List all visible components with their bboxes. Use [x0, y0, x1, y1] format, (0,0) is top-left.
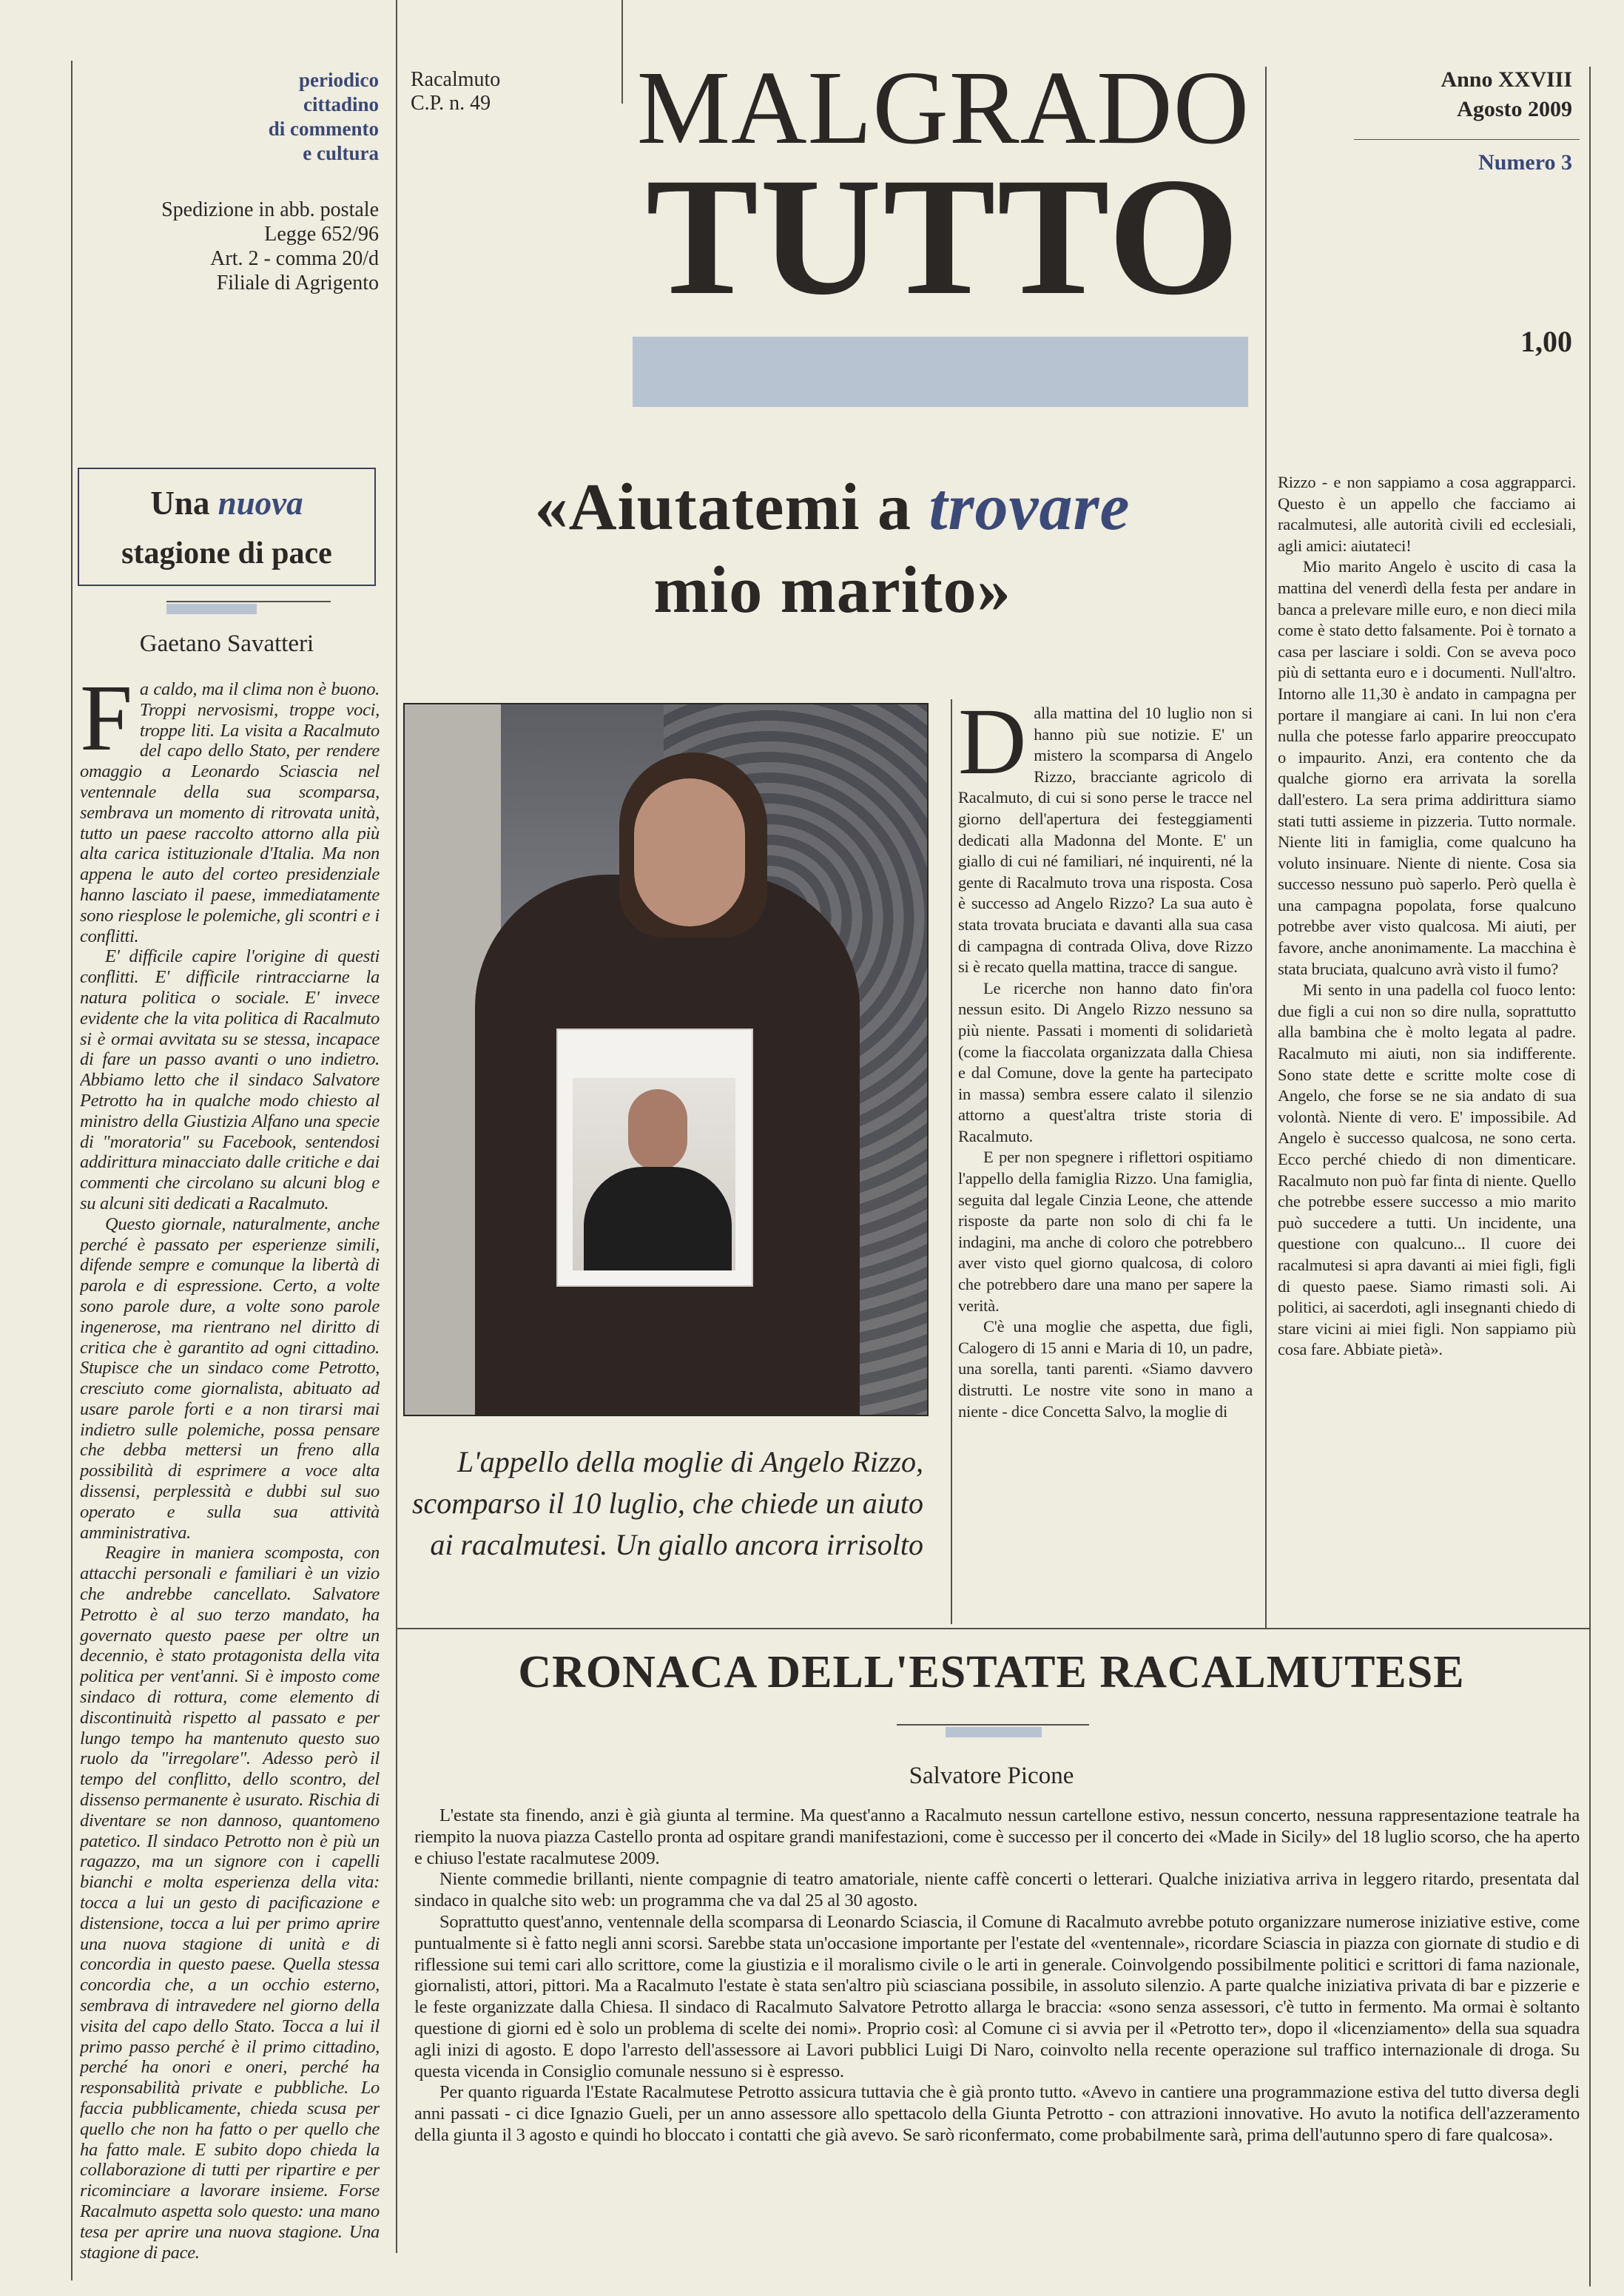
- portrait-face: [628, 1089, 687, 1171]
- editorial-author: Gaetano Savatteri: [139, 630, 314, 657]
- photo-woman-face: [634, 778, 745, 926]
- portrait-jacket: [584, 1167, 732, 1270]
- editorial-title-box: Una nuova stagione di pace: [78, 468, 376, 586]
- editorial-body: Fa caldo, ma il clima non è buono. Troppi nervosismi, troppe voci, troppe liti. La visita a Racalmuto del capo dello Stato, per rendere omaggio a Leonardo Sciascia nel ventennale della sua scomparsa, sembrava un momento di ritrovata unità, tutto un paese raccolto attorno alla più alta carica istituzionale d'Italia. Ma non appena le auto del corteo presidenziale hanno lasciato il paese, immediatamente sono riesplose le polemiche, gli scontri e i conflitti. E' difficile capire l'origine di questi conflitti. E' difficile rintracciarne la natura politica o sociale. E' invece evidente che la vita politica di Racalmuto si è ormai avvitata su se stessa, incapace di fare un passo avanti o uno indietro. Abbiamo letto che il sindaco Salvatore Petrotto ha in qualche modo chiesto al ministro della Giustizia Alfano una specie di "moratoria" su Facebook, sentendosi addirittura minacciato dalle critiche e dai commenti che circolano su alcuni blog e su alcuni siti dedicati a Racalmuto. Questo giornale, naturalmente, anche perché è passato per esperienze simili, difende sempre e comunque la libertà di parola e di espressione. Certo, a volte sono parole dure, a volte sono parole ingenerose, ma rientrano nel diritto di critica che è garantito ad ogni cittadino. Stupisce che un sindaco come Petrotto, cresciuto come giornalista, abituato ad usare parole forti e a non tirarsi mai indietro sulle polemiche, possa pensare che debba mettersi un freno alla possibilità di esprimere a voce alta dissensi, perplessità e dubbi sul suo operato e sulla sua attività amministrativa. Reagire in maniera scomposta, con attacchi personali e familiari è un vizio che andrebbe cancellato. Salvatore Petrotto è al suo terzo mandato, ha governato questo paese per oltre un decennio, è stato protagonista della vita politica per vent'anni. Si è imposto come sindaco di rottura, come elemento di discontinuità rispetto al passato e per lungo tempo ha mantenuto questo suo ruolo da "irregolare". Adesso però il tempo del conflitto, dello scontro, del dissenso permanente è usurato. Rischia di diventare se non dannoso, quantomeno patetico. Il sindaco Petrotto non è più un ragazzo, ma un signore con i capelli bianchi e molta esperienza della vita: tocca a lui un gesto di pacificazione e distensione, tocca a lui per primo aprire una nuova stagione di unità e di concordia in questo paese. Quella stessa concordia che, a un occhio esterno, sembrava di intravedere nel giorno della visita del capo dello Stato. Tocca a lui il primo passo perché è il primo cittadino, perché ha onori e oneri, perché ha responsabilità private e pubbliche. Lo faccia pubblicamente, chieda scusa per quello che non ha fatto o per quello che ha fatto male. E subito dopo chieda la collaborazione di tutti per ripartire e per ricominciare a lavorare insieme. Forse Racalmuto aspetta solo questo: una mano tesa per aprire una nuova stagione. Una stagione di pace.: [80, 679, 380, 2263]
- editorial-rule: [166, 601, 331, 602]
- right-page-rule: [1589, 67, 1591, 2286]
- lead-article-col1: Dalla mattina del 10 luglio non si hanno più sue notizie. E' un mistero la scomparsa di Angelo Rizzo, bracciante agricolo di Racalmuto, di cui si sono perse le tracce nel giorno dell'apertura dei festeggiamenti dedicati alla Madonna del Monte. E' un giallo di cui né familiari, né inquirenti, né la gente di Racalmuto trova una risposta. Cosa è successo ad Angelo Rizzo? La sua auto è stata trovata bruciata e davanti alla sua casa di campagna di contrada Oliva, dove Rizzo si è recato quella mattina, tracce di sangue. Le ricerche non hanno dato fin'ora nessun esito. Di Angelo Rizzo nessuno sa più niente. Passati i momenti di solidarietà (come la fiaccolata organizzata dalla Chiesa e dal Comune, dove la gente ha partecipato in massa) sembra essere calato il silenzio attorno a quest'altra triste storia di Racalmuto. E per non spegnere i riflettori ospitiamo l'appello della famiglia Rizzo. Una famiglia, seguita dal legale Cinzia Leone, che attende risposte da parte non solo di chi fa le indagini, ma anche di coloro che potrebbero aver visto quel giorno qualcosa, di coloro che potrebbero dare una mano per sapere la verità. C'è una moglie che aspetta, due figli, Calogero di 15 anni e Maria di 10, un padre, una sorella, tanti parenti. «Siamo davvero distrutti. Le nostre vite sono in mano a niente - dice Concetta Salvo, la moglie di: [958, 703, 1253, 1421]
- issue-year: Anno XXVIII: [1441, 67, 1572, 92]
- left-column-rule: [396, 448, 397, 2253]
- masthead-tagline: periodico cittadino di commento e cultura: [268, 69, 379, 164]
- lead-caption: L'appello della moglie di Angelo Rizzo, scomparso il 10 luglio, che chiede un aiuto ai racalmutesi. Un giallo ancora irrisolto: [411, 1445, 923, 1561]
- masthead-divider-mid: [621, 0, 623, 104]
- cronaca-accent: [946, 1727, 1042, 1737]
- photo-held-portrait: [556, 1029, 753, 1287]
- lead-photo: [403, 703, 929, 1416]
- lead-article-col2: Rizzo - e non sappiamo a cosa aggrapparci. Questo è un appello che facciamo ai racalmutesi, alle autorità civili ed ecclesiali, agli amici: aiutateci! Mio marito Angelo è uscito di casa la mattina del venerdì della festa per andare in banca a prelevare mille euro, e non dieci mila come è stato detto falsamente. Poi è tornato a casa per lasciare i soldi. Con se aveva poco più di settanta euro e i documenti. Null'altro. Intorno alle 11,30 è andato in campagna per portare il mangiare ai cani. In lui non c'era nulla che potesse farlo apparire preoccupato o impaurito. Anzi, era contento che da qualche giorno era arrivata la sorella dall'estero. La sera prima addirittura siamo stati tutti assieme in pizzeria. Tutto normale. Niente liti in famiglia, come qualcuno ha voluto insinuare. Niente di niente. Cosa sia successo nessuno può saperlo. Però quella è una campagna popolata, forse qualcuno potrebbe aver visto qualcosa. Mi aiuti, per favore, anche anonimamente. La macchina è stata bruciata, qualcuno avrà visto il fumo? Mi sento in una padella col fuoco lento: due figli a cui non so dire nulla, soprattutto alla bambina che è molto legata al padre. Racalmuto mi aiuti, non sia indifferente. Sono state dette e scritte molte cose di Angelo, che forse se ne sia andato di sua volontà. Niente di vero. E' impossibile. Ad Angelo è successo qualcosa, ne sono certa. Ecco perché chiedo di non dimenticare. Racalmuto non può far finta di niente. Quello che potrebbe essere successo a mio marito può succedere a tutti. Un incidente, una questione con qualcuno... Il cuore dei racalmutesi si apra davanti ai miei figli, figli di questo paese. Siamo rimasti soli. Ai politici, ai sacerdoti, agli insegnanti chiedo di stare vicini ai miei figli. Non sappiamo più cosa fare. Abbiate pietà».: [1278, 473, 1576, 1359]
- left-page-rule: [71, 61, 73, 2280]
- masthead-title-line1: MALGRADO: [636, 49, 1250, 166]
- issue-info: [1317, 65, 1572, 124]
- lead-headline: «Aiutatemi a trovare mio marito»: [534, 471, 1131, 627]
- postal-info: Spedizione in abb. postale Legge 652/96 Art. 2 - comma 20/d Filiale di Agrigento: [161, 198, 379, 294]
- masthead-title-line2: TUTTO: [645, 144, 1241, 330]
- right-column-rule: [1265, 67, 1267, 1628]
- lead-dropcap: D: [958, 703, 1027, 794]
- cronaca-headline: CRONACA DELL'ESTATE RACALMUTESE: [518, 1647, 1465, 1697]
- cronaca-rule: [897, 1724, 1089, 1726]
- cronaca-top-rule: [396, 1628, 1589, 1629]
- masthead-accent-bar: [633, 337, 1248, 407]
- cronaca-body: L'estate sta finendo, anzi è già giunta al termine. Ma quest'anno a Racalmuto nessun cartellone estivo, nessun concerto, nessuna rappresentazione teatrale ha riempito la nuova piazza Castello pronta ad ospitare grandi manifestazioni, come è successo per il concerto dei «Made in Sicily» del 18 luglio scorso, che ha aperto e chiuso l'estate racalmutese 2009. Niente commedie brillanti, niente compagnie di teatro amatoriale, niente caffè concerti o letterari. Qualche iniziativa arriva in leggero ritardo, presentata dal sindaco in qualche sito web: un programma che va dal 25 al 30 agosto. Soprattutto quest'anno, ventennale della scomparsa di Leonardo Sciascia, il Comune di Racalmuto avrebbe potuto organizzare numerose iniziative estive, come puntualmente si è fatto negli anni scorsi. Sarebbe stata un'occasione importante per l'estate del «ventennale», ricordare Sciascia in piazza con giornate di studio e di riflessione sui temi cari allo scrittore, come la giustizia e il moralismo civile o le arti in generale. Coinvolgendo possibilmente politici e scrittori di fama nazionale, giornalisti, attori, pittori. Ma a Racalmuto l'estate è stata sen'altro più sciasciana possibile, in assoluto silenzio. A parte qualche iniziativa privata di bar e pizzerie e le feste organizzate dalla Chiesa. Il sindaco di Racalmuto Salvatore Petrotto allarga le braccia: «sono senza assessori, c'è tutto in fermento. Ma ormai è soltanto questione di giorni ed è solo un problema di scelte dei nomi». Proprio così: al Comune ci si avvia per il «Petrotto ter», dopo il «licenziamento» della sua squadra agli inizi di agosto. E dopo l'arresto dell'assessore ai Lavori pubblici Luigi Di Naro, coinvolto nella recente operazione sul traffico internazionale di droga. Su questa vicenda in Consiglio comunale nessuno si è espresso. Per quanto riguarda l'Estate Racalmutese Petrotto assicura tuttavia che è già pronto tutto. «Avevo in cantiere una programmazione estiva del tutto diversa degli anni passati - ci dice Ignazio Gueli, per un anno assessore allo spettacolo della Giunta Petrotto - con attrazioni innovative. Ho avuto la notifica dell'azzeramento della giunta il 3 agosto e quindi ho bloccato i contatti che già avevo. Se sarò riconfermato, come probabilmente sarà, prima dell'autunno spero di fare qualcosa».: [414, 1805, 1580, 2145]
- lead-column-rule: [951, 699, 952, 1624]
- issue-date: Agosto 2009: [1457, 97, 1572, 121]
- editorial-dropcap: F: [80, 679, 132, 770]
- issue-price: 1,00: [1520, 325, 1572, 358]
- cronaca-author: Salvatore Picone: [909, 1763, 1074, 1789]
- masthead-divider-left: [396, 0, 397, 448]
- location-block: Racalmuto C.P. n. 49: [411, 68, 501, 115]
- date-underline: [1354, 139, 1580, 140]
- editorial-accent: [166, 604, 257, 614]
- issue-number: Numero 3: [1478, 150, 1572, 175]
